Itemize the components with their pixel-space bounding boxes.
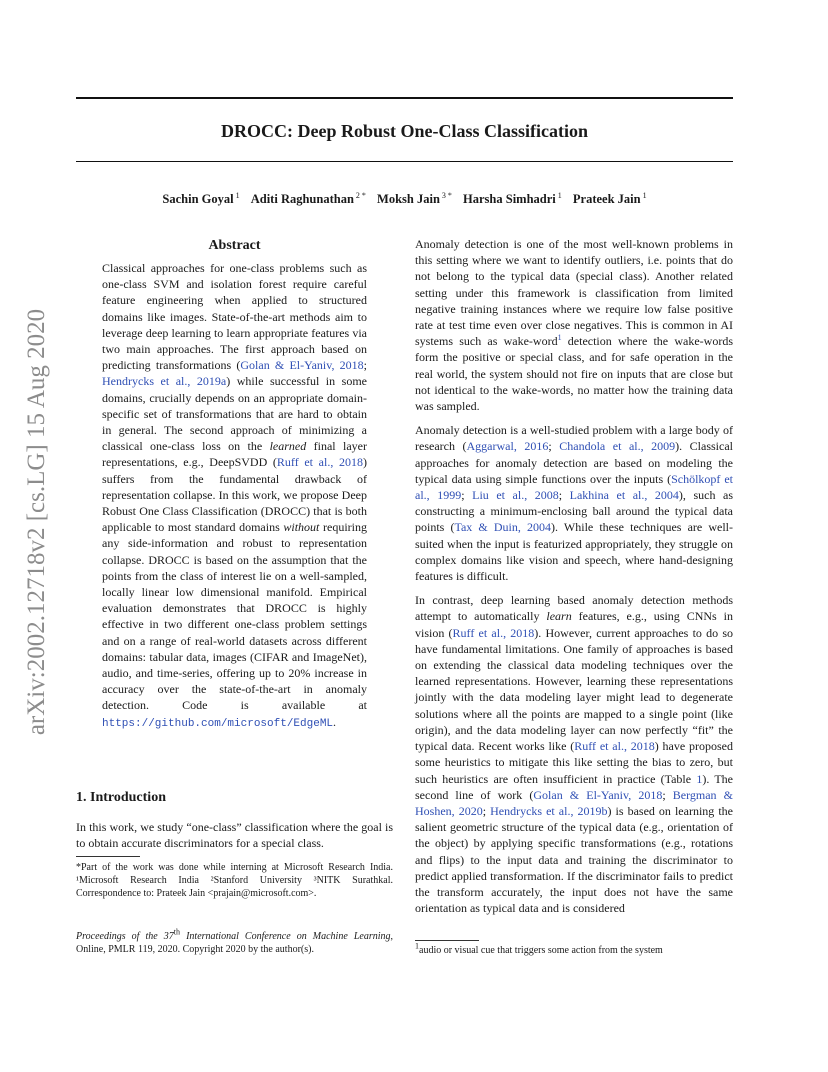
body-text: ). The second line of work (: [415, 771, 733, 802]
author-affiliation: 3 *: [441, 190, 452, 200]
citation-link[interactable]: Golan & El-Yaniv, 2018: [533, 787, 663, 802]
arxiv-stamp: arXiv:2002.12718v2 [cs.LG] 15 Aug 2020: [23, 308, 50, 736]
footnote-marker[interactable]: 1: [557, 333, 562, 343]
footnote-number: 1: [415, 941, 419, 951]
paper-title: DROCC: Deep Robust One-Class Classification: [220, 121, 588, 141]
body-text: ) is based on learning the salient geometric structure of the typical data (e.g., orientation of the object) by applying specific transformations (e.g., rotations and flips) to the input data and training the discriminator to predict applied transformation. If the discriminator fails to predict the transform accurately, the input does not have the same orientation as typical data and is considered: [415, 803, 733, 916]
abstract-heading: Abstract: [208, 238, 261, 253]
body-text: Anomaly detection is a well-studied problem with a large body of research (: [415, 423, 733, 454]
author-name: Prateek Jain: [572, 192, 641, 206]
body-paragraph: [415, 236, 733, 414]
citation-link[interactable]: Liu et al., 2008: [472, 488, 559, 503]
abstract-text: final layer representations, e.g., DeepSVDD (: [102, 439, 367, 470]
body-paragraph: [415, 592, 733, 916]
author: [573, 192, 647, 206]
citation-link[interactable]: Ruff et al., 2018: [276, 455, 363, 470]
intro-paragraph: In this work, we study “one-class” classification where the goal is to obtain accurate discriminators for a special class.: [76, 820, 393, 851]
footnote-rule: [76, 856, 140, 857]
body-text: ;: [461, 488, 473, 503]
body-text: features, e.g., using CNNs in vision (: [415, 609, 733, 640]
abstract-text: ;: [363, 358, 367, 373]
body-text: ). While these techniques are well-suited when the input is featurized appropriately, they struggle on complex domains like vision and speech, where hand-designing features is difficult.: [415, 520, 733, 584]
citation-link[interactable]: Hendrycks et al., 2019a: [102, 374, 227, 389]
abstract-text: Classical approaches for one-class problems such as one-class SVM and isolation forest require careful feature engineering when applied to structured domains like images. State-of-the-art methods aim to leverage deep learning to learn appropriate features via two main approaches. The first approach based on predicting transformations (: [102, 261, 367, 373]
author-name: Moksh Jain: [377, 192, 440, 206]
author-name: Aditi Raghunathan: [250, 192, 354, 206]
body-text: ), such as constructing a minimum-enclosing ball around the typical data points (: [415, 488, 733, 535]
citation-link[interactable]: Aggarwal, 2016: [466, 439, 549, 454]
author-affiliation: 1: [557, 190, 562, 200]
proceedings-copyright: , Online, PMLR 119, 2020. Copyright 2020 by the author(s).: [76, 931, 393, 956]
body-paragraph: [415, 422, 733, 584]
emphasis: without: [283, 520, 320, 535]
title-rule-top: [76, 97, 733, 99]
citation-link[interactable]: Chandola et al., 2009: [559, 439, 676, 454]
citation-link[interactable]: Golan & El-Yaniv, 2018: [240, 358, 364, 373]
footnote: [415, 941, 733, 957]
citation-link[interactable]: Bergman & Hoshen, 2020: [415, 787, 733, 818]
footnote-text: audio or visual cue that triggers some action from the system: [419, 945, 663, 956]
title-rule-bottom: [76, 161, 733, 162]
right-column: [415, 236, 733, 956]
author-list: [76, 192, 733, 207]
abstract-text: ) suffers from the fundamental drawback of representation collapse. In this work, we propose Deep Robust One Class Classification (DROCC) that is both applicable to most standard domains: [102, 455, 367, 535]
author: [463, 192, 562, 206]
table-ref-link[interactable]: 1: [696, 771, 703, 786]
body-text: ). Classical approaches for anomaly detection are based on modeling the typical data using simple functions over the inputs (: [415, 439, 733, 486]
body-text: ;: [548, 439, 560, 454]
body-text: Anomaly detection is one of the most well-known problems in this setting where we want to identify outliers, i.e. points that do not belong to the typical data (special class). Another related setting under this framework is classification from limited negative training instances where we require low false positive rate at test time even over close negatives. This is common in AI systems such as wake-word: [415, 237, 733, 349]
proceedings-note: [76, 927, 393, 956]
author: [251, 192, 366, 206]
author-name: Harsha Simhadri: [463, 192, 556, 206]
citation-link[interactable]: Ruff et al., 2018: [452, 625, 535, 640]
author-affiliation: 2 *: [355, 190, 366, 200]
body-text: In contrast, deep learning based anomaly detection methods attempt to automatically: [415, 593, 733, 624]
author: [377, 192, 452, 206]
abstract-text: .: [333, 714, 337, 729]
citation-link[interactable]: Ruff et al., 2018: [574, 739, 655, 754]
abstract-body: [102, 260, 367, 732]
body-text: ). However, current approaches to do so have fundamental limitations. One family of approaches is based on extending the classical data modeling techniques over the learned representations. However, learning these representations jointly with the data modeling layer might lead to degenerate solutions where all the points are mapped to a single point (like origin), and the data modeling layer can now perfectly “fit” the typical data. Recent works like (: [415, 625, 733, 754]
body-text: ;: [662, 787, 673, 802]
author: [162, 192, 239, 206]
citation-link[interactable]: Hendrycks et al., 2019b: [490, 803, 608, 818]
author-name: Sachin Goyal: [162, 192, 234, 206]
citation-link[interactable]: Tax & Duin, 2004: [454, 520, 551, 535]
code-url-link[interactable]: https://github.com/microsoft/EdgeML: [102, 717, 334, 730]
footnote-rule: [415, 940, 479, 941]
proceedings-ordinal: th: [173, 927, 181, 937]
author-affiliation: 1: [642, 190, 647, 200]
emphasis: learned: [269, 439, 307, 454]
body-text: ;: [558, 488, 570, 503]
left-column: [76, 236, 393, 956]
affiliation-footnote: *Part of the work was done while interning at Microsoft Research India. ¹Microsoft Research India ²Stanford University ³NITK Surathkal. Correspondence to: Prateek Jain <prajain@microsoft.com>.: [76, 862, 393, 900]
emphasis: learn: [546, 609, 572, 624]
proceedings-venue: International Conference on Machine Learning: [180, 931, 391, 942]
body-text: ) have proposed some heuristics to mitigate this like setting the bias to zero, but such heuristics are often insufficient in practice (Table: [415, 739, 733, 786]
citation-link[interactable]: Schölkopf et al., 1999: [415, 471, 733, 503]
author-affiliation: 1: [235, 190, 240, 200]
section-heading-introduction: 1. Introduction: [76, 790, 166, 805]
proceedings-venue: Proceedings of the 37: [76, 931, 174, 942]
abstract-text: requiring any side-information and robust to representation collapse. DROCC is based on the assumption that the points from the class of interest lie on a well-sampled, locally linear low dimensional manifold. Empirical evaluation demonstrates that DROCC is highly effective in two different one-class problem settings and on a range of real-world datasets across different domains: tabular data, images (CIFAR and ImageNet), audio, and time-series, offering up to 20% increase in accuracy over the state-of-the-art in anomaly detection. Code is available at: [102, 520, 367, 713]
citation-link[interactable]: Lakhina et al., 2004: [569, 488, 679, 503]
body-text: detection where the wake-words form the positive or special class, and for safe operation in the real world, the system should not fire on inputs that are close but not identical to the wake-words, no matter how the training data was sampled.: [415, 334, 733, 414]
body-text: ;: [482, 803, 491, 818]
abstract-text: ) while successful in some domains, crucially depends on an appropriate domain-specific set of transformations that are hard to obtain in general. The second approach of minimizing a classical one-class loss on the: [102, 374, 367, 454]
